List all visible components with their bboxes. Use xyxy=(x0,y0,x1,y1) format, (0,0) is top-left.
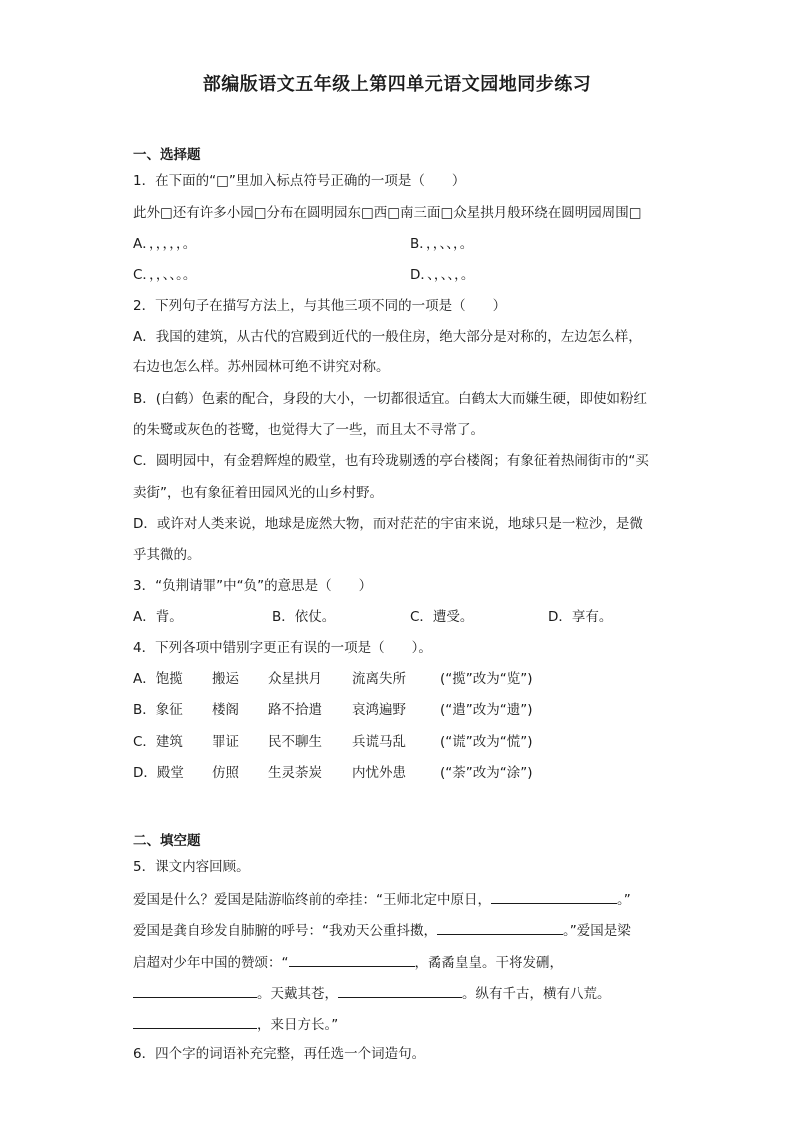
question-4-word: 生灵荼炭 xyxy=(268,765,322,781)
answer-blank[interactable] xyxy=(133,1014,257,1029)
question-5-text: 启超对少年中国的赞颂：“ xyxy=(133,955,289,971)
question-4-word: 流离失所 xyxy=(352,671,406,687)
question-2-option-d: D．或许对人类来说，地球是庞然大物，而对茫茫的宇宙来说，地球只是一粒沙，是微 xyxy=(133,516,643,532)
question-4-word: 兵谎马乱 xyxy=(352,734,406,750)
question-4-stem: 4．下列各项中错别字更正有误的一项是（ ）。 xyxy=(133,640,432,656)
question-1-option-c: C．，，、、。。 xyxy=(133,267,197,283)
question-3-option-c: C．遭受。 xyxy=(410,609,474,625)
question-4-correction: (“荼”改为“涂”) xyxy=(440,765,533,781)
question-5-text: ，来日方长。” xyxy=(257,1017,339,1033)
question-4-word: 楼阁 xyxy=(212,702,239,718)
question-5-text: ，矞矞皇皇。干将发硎， xyxy=(414,955,563,971)
question-4-correction: (“揽”改为“览”) xyxy=(440,671,533,687)
question-5-text: 。纵有千古，横有八荒。 xyxy=(462,986,611,1002)
question-5-text: 爱国是什么？爱国是陆游临终前的牵挂：“王师北定中原日， xyxy=(133,892,491,908)
question-5-line-4 xyxy=(133,983,611,1003)
page-title: 部编版语文五年级上第四单元语文园地同步练习 xyxy=(202,74,592,95)
question-4-word: 民不聊生 xyxy=(268,734,322,750)
answer-blank[interactable] xyxy=(491,889,617,904)
question-2-option-c: C．圆明园中，有金碧辉煌的殿堂，也有玲珑剔透的亭台楼阁；有象征着热闹街市的“买 xyxy=(133,453,649,469)
question-4-correction: (“遣”改为“遗”) xyxy=(440,702,533,718)
question-4-row-label: B．象征 xyxy=(133,702,183,718)
question-2-option-a: A．我国的建筑，从古代的宫殿到近代的一般住房，绝大部分是对称的，左边怎么样， xyxy=(133,329,642,345)
question-4-row-label: C．建筑 xyxy=(133,734,183,750)
question-5-text: 。天戴其苍， xyxy=(257,986,338,1002)
question-5-line-2 xyxy=(133,920,631,940)
question-3-stem: 3．“负荆请罪”中“负”的意思是（ ） xyxy=(133,578,373,594)
answer-blank[interactable] xyxy=(289,952,415,967)
question-6-stem: 6．四个字的词语补充完整，再任选一个词造句。 xyxy=(133,1046,426,1062)
question-4-word: 路不拾遣 xyxy=(268,702,322,718)
question-5-text: 。” xyxy=(617,892,631,908)
question-5-line-1 xyxy=(133,889,631,909)
question-5-text: 爱国是龚自珍发自肺腑的呼号：“我劝天公重抖擞， xyxy=(133,923,437,939)
question-2-option-a-cont: 右边也怎么样。苏州园林可绝不讲究对称。 xyxy=(133,359,390,375)
answer-blank[interactable] xyxy=(437,920,563,935)
question-3-option-b: B．依仗。 xyxy=(272,609,336,625)
answer-blank[interactable] xyxy=(338,983,462,998)
question-3-option-d: D．享有。 xyxy=(548,609,613,625)
question-5-stem: 5．课文内容回顾。 xyxy=(133,859,250,875)
question-4-word: 罪证 xyxy=(212,734,239,750)
question-2-option-b-cont: 的朱鹭或灰色的苍鹭，也觉得大了一些，而且太不寻常了。 xyxy=(133,422,484,438)
question-4-row-label: A．饱揽 xyxy=(133,671,183,687)
question-2-option-c-cont: 卖街”，也有象征着田园风光的山乡村野。 xyxy=(133,485,383,501)
question-1-stem: 1．在下面的“□”里加入标点符号正确的一项是（ ） xyxy=(133,173,466,189)
question-1-text: 此外□还有许多小园□分布在圆明园东□西□南三面□众星拱月般环绕在圆明园周围□ xyxy=(133,205,642,221)
question-2-option-b: B．(白鹤）色素的配合，身段的大小，一切都很适宜。白鹤太大而嫌生硬，即使如粉红 xyxy=(133,391,648,407)
question-5-line-3 xyxy=(133,952,563,972)
question-3-option-a: A．背。 xyxy=(133,609,183,625)
question-4-word: 哀鸿遍野 xyxy=(352,702,406,718)
question-4-correction: (“谎”改为“慌”) xyxy=(440,734,533,750)
question-2-stem: 2．下列句子在描写方法上，与其他三项不同的一项是（ ） xyxy=(133,298,507,314)
question-4-word: 众星拱月 xyxy=(268,671,322,687)
question-4-word: 内忧外患 xyxy=(352,765,406,781)
question-5-line-5 xyxy=(133,1014,338,1034)
question-1-option-b: B．，，、、，。 xyxy=(410,236,474,252)
question-1-option-a: A．，，，，，。 xyxy=(133,236,197,252)
question-5-text: 。”爱国是梁 xyxy=(563,923,631,939)
question-1-option-d: D．、，、、，。 xyxy=(410,267,475,283)
question-2-option-d-cont: 乎其微的。 xyxy=(133,547,201,563)
question-4-word: 仿照 xyxy=(212,765,239,781)
section-heading-choice: 一、选择题 xyxy=(133,147,201,163)
question-4-row-label: D．殿堂 xyxy=(133,765,184,781)
section-heading-fill: 二、填空题 xyxy=(133,833,201,849)
answer-blank[interactable] xyxy=(133,983,257,998)
question-4-word: 搬运 xyxy=(212,671,239,687)
